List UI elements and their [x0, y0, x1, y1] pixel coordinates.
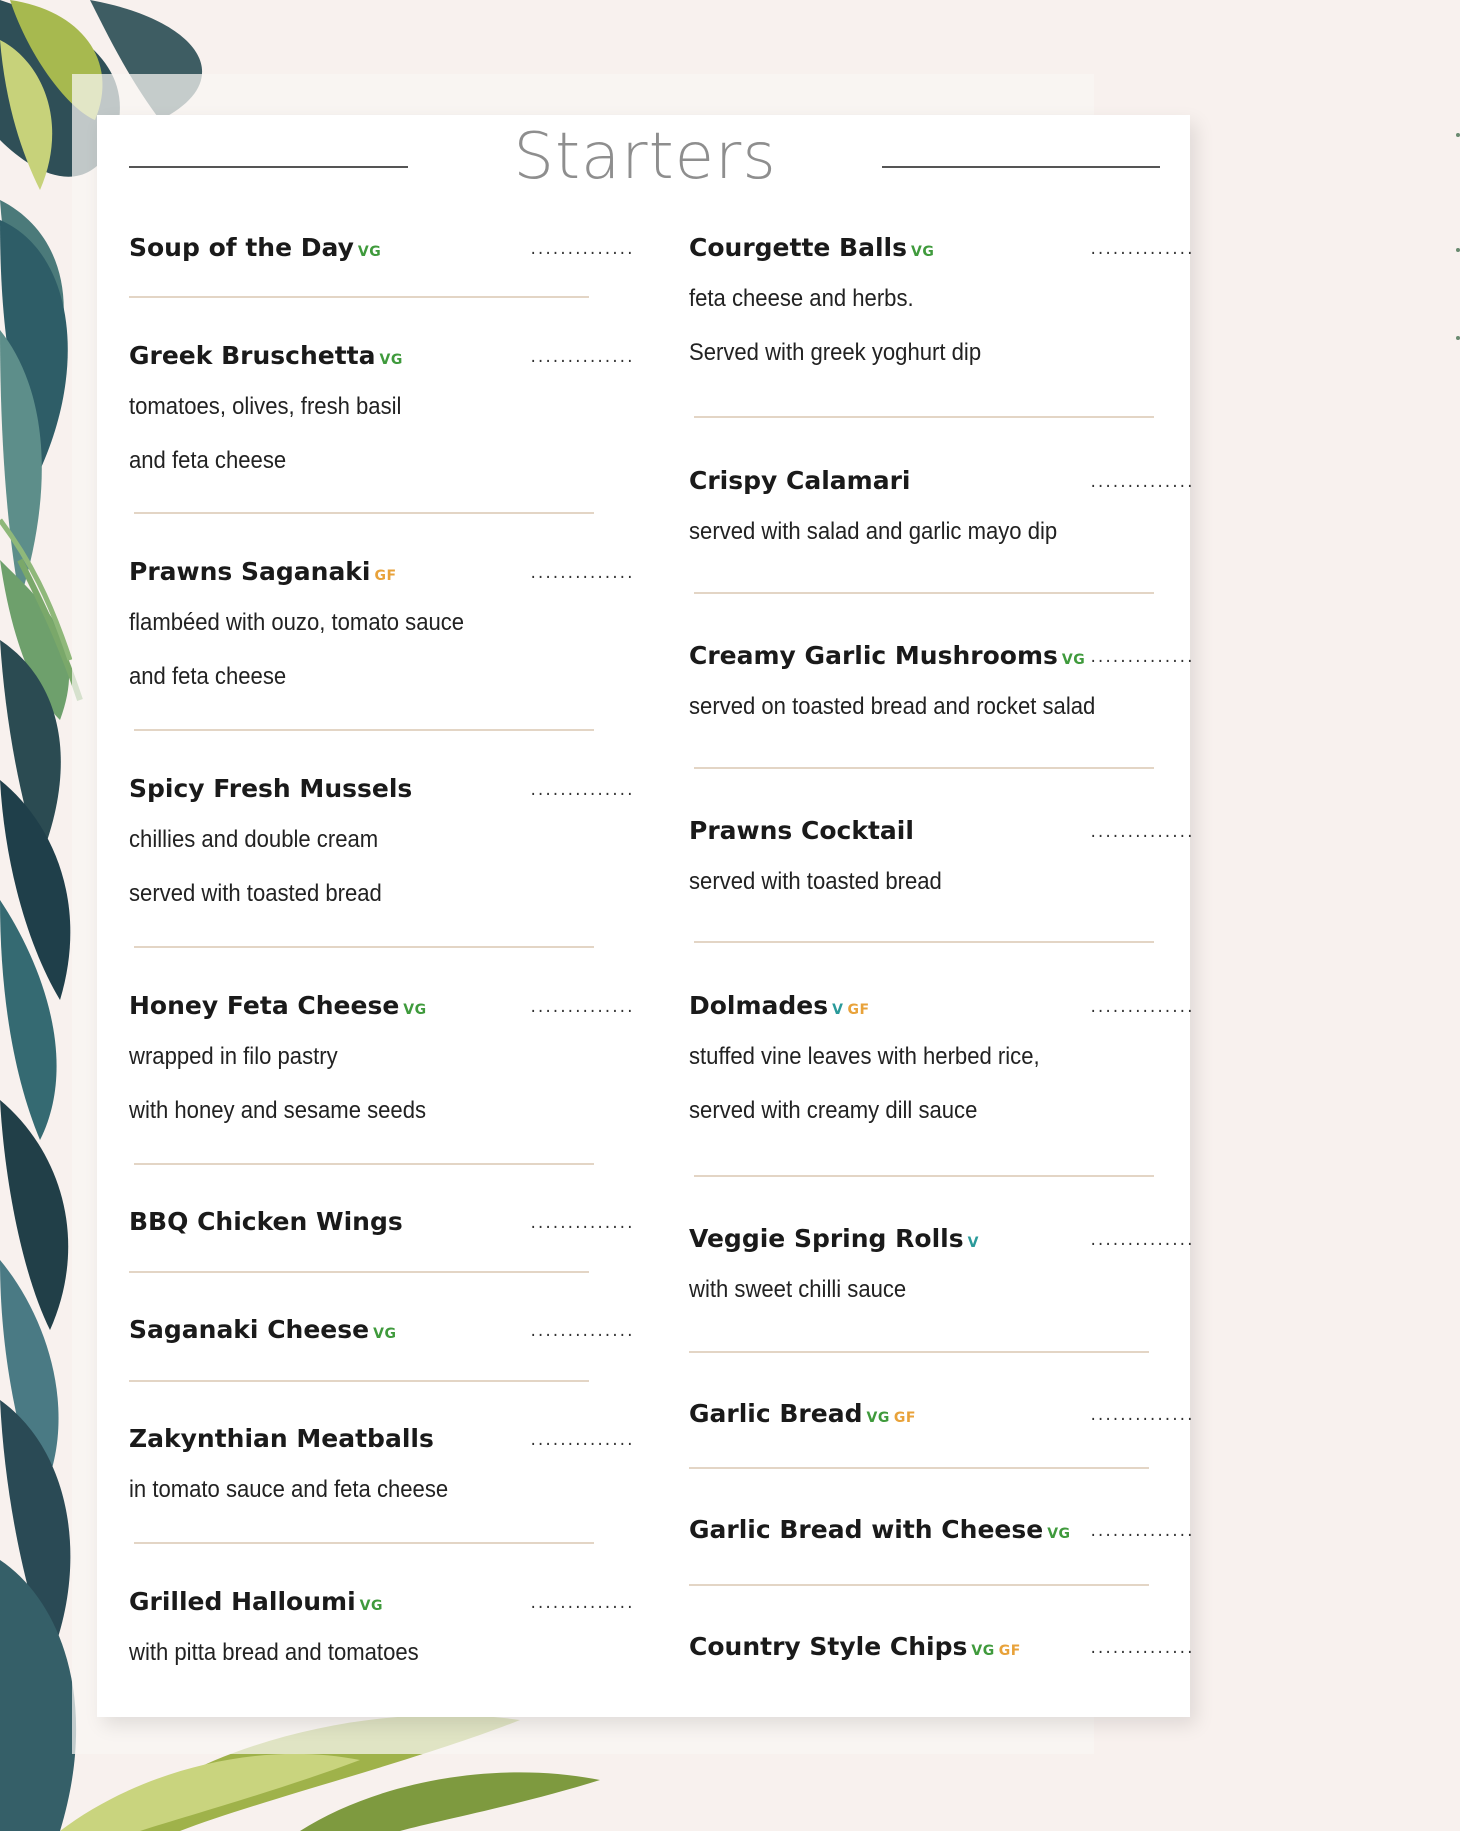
- item-divider: [689, 1467, 1149, 1469]
- menu-item-description: wrapped in filo pastry: [129, 1043, 338, 1070]
- price-dots: ..............: [529, 1596, 634, 1612]
- page-title: Starters: [513, 120, 777, 194]
- menu-item: [689, 1514, 1194, 1554]
- item-divider: [694, 767, 1154, 769]
- menu-item-name: [689, 1223, 979, 1259]
- menu-item: [129, 232, 634, 272]
- menu-item-description: in tomato sauce and feta cheese: [129, 1476, 449, 1503]
- item-divider: [129, 1380, 589, 1382]
- item-divider: [694, 416, 1154, 418]
- menu-item-name: [689, 1514, 1071, 1550]
- price-dots: ..............: [1089, 1000, 1194, 1016]
- diet-tag: VG: [1061, 652, 1086, 668]
- menu-item-description: feta cheese and herbs.: [689, 285, 914, 312]
- menu-item-name-text: BBQ Chicken Wings: [129, 1207, 403, 1236]
- menu-item-name-text: Honey Feta Cheese: [129, 991, 400, 1020]
- menu-item: [689, 465, 1194, 559]
- menu-item-header: [129, 990, 634, 1030]
- menu-item: [129, 556, 634, 704]
- menu-item-name: [129, 1314, 396, 1350]
- item-divider: [689, 1584, 1149, 1586]
- item-divider: [134, 512, 594, 514]
- price-dots: ..............: [529, 1324, 634, 1340]
- menu-item-description: Served with greek yoghurt dip: [689, 339, 982, 366]
- menu-item-description: served with toasted bread: [129, 880, 382, 907]
- diet-tag: VG: [357, 244, 382, 260]
- menu-item-name-text: Soup of the Day: [129, 233, 354, 262]
- menu-item-name: [689, 465, 911, 497]
- menu-item-name-text: Garlic Bread: [689, 1399, 863, 1428]
- title-rule-left: [129, 166, 408, 168]
- menu-item-header: [129, 556, 634, 596]
- menu-item-name-text: Grilled Halloumi: [129, 1587, 356, 1616]
- menu-item-header: [689, 640, 1194, 680]
- price-dots: ..............: [1089, 1233, 1194, 1249]
- menu-item-description: with honey and sesame seeds: [129, 1097, 427, 1124]
- menu-item-name-text: Country Style Chips: [689, 1632, 968, 1661]
- menu-item-description: chillies and double cream: [129, 826, 379, 853]
- menu-item: [689, 1631, 1194, 1671]
- diet-tag: GF: [998, 1643, 1021, 1659]
- menu-item-name: [689, 232, 934, 268]
- price-dots: ..............: [1089, 1641, 1194, 1657]
- title-rule-right: [882, 166, 1160, 168]
- price-dots: ..............: [1089, 475, 1194, 491]
- menu-item-header: [129, 773, 634, 813]
- item-divider: [134, 946, 594, 948]
- menu-item-name-text: Creamy Garlic Mushrooms: [689, 641, 1058, 670]
- menu-item: [129, 1423, 634, 1517]
- menu-item-name-text: Zakynthian Meatballs: [129, 1424, 434, 1453]
- menu-item: [129, 340, 634, 488]
- menu-item-name-text: Courgette Balls: [689, 233, 908, 262]
- diet-tag: GF: [893, 1410, 916, 1426]
- diet-tag: VG: [1047, 1526, 1071, 1542]
- item-divider: [694, 1175, 1154, 1177]
- menu-item-name: [129, 232, 381, 268]
- menu-item: [129, 1314, 634, 1354]
- menu-item-name-text: Greek Bruschetta: [129, 341, 376, 370]
- diet-tag: GF: [847, 1002, 870, 1018]
- menu-item-name-text: Garlic Bread with Cheese: [689, 1515, 1044, 1544]
- menu-item-name: [689, 1398, 916, 1434]
- price-dots: ..............: [1089, 1408, 1194, 1424]
- menu-item-name-text: Prawns Cocktail: [689, 816, 914, 845]
- item-divider: [129, 1271, 589, 1273]
- item-divider: [134, 1163, 594, 1165]
- menu-item-header: [129, 232, 634, 272]
- price-dots: ..............: [1089, 1524, 1194, 1540]
- menu-item-description: served on toasted bread and rocket salad: [689, 693, 1096, 720]
- item-divider: [129, 296, 589, 298]
- price-dots: ..............: [1089, 242, 1194, 258]
- menu-item: [689, 1223, 1194, 1317]
- menu-item-header: [689, 1631, 1194, 1671]
- menu-item: [689, 815, 1194, 909]
- menu-item-description: and feta cheese: [129, 447, 287, 474]
- menu-item-header: [689, 465, 1194, 505]
- price-dots: ..............: [1089, 650, 1194, 666]
- menu-item-header: [689, 1223, 1194, 1263]
- menu-item-name-text: Saganaki Cheese: [129, 1315, 370, 1344]
- menu-item-header: [129, 1314, 634, 1354]
- item-divider: [694, 941, 1154, 943]
- menu-item-name: [689, 815, 914, 847]
- menu-item-name: [129, 773, 412, 805]
- menu-item-name: [129, 1586, 383, 1622]
- price-dots: ..............: [529, 1433, 634, 1449]
- diet-tag: V: [967, 1235, 979, 1251]
- price-dots: ..............: [529, 783, 634, 799]
- menu-item: [689, 1398, 1194, 1438]
- menu-item-name: [129, 556, 397, 592]
- menu-item: [129, 1586, 634, 1680]
- menu-item: [129, 773, 634, 921]
- diet-tag: VG: [971, 1643, 995, 1659]
- price-dots: ..............: [1089, 825, 1194, 841]
- menu-item-name-text: Dolmades: [689, 991, 829, 1020]
- menu-item-name: [689, 640, 1085, 676]
- menu-item-description: served with salad and garlic mayo dip: [689, 518, 1058, 545]
- menu-item-name-text: Veggie Spring Rolls: [689, 1224, 964, 1253]
- menu-item-name: [129, 990, 427, 1026]
- price-dots: ..............: [529, 1000, 634, 1016]
- price-dots: ..............: [529, 350, 634, 366]
- menu-item-description: served with toasted bread: [689, 868, 942, 895]
- menu-item-header: [689, 232, 1194, 272]
- diet-tag: VG: [379, 352, 403, 368]
- menu-item-header: [129, 340, 634, 380]
- menu-item-description: stuffed vine leaves with herbed rice,: [689, 1043, 1040, 1070]
- menu-item-name-text: Prawns Saganaki: [129, 557, 371, 586]
- diet-tag: VG: [403, 1002, 427, 1018]
- menu-item-name-text: Crispy Calamari: [689, 466, 911, 495]
- menu-item: [689, 640, 1194, 734]
- menu-item-header: [689, 815, 1194, 855]
- menu-item-description: served with creamy dill sauce: [689, 1097, 978, 1124]
- price-dots: ..............: [529, 1216, 634, 1232]
- menu-item-header: [129, 1423, 634, 1463]
- menu-item-header: [689, 990, 1194, 1030]
- diet-tag: VG: [359, 1598, 383, 1614]
- item-divider: [689, 1351, 1149, 1353]
- menu-item-description: with sweet chilli sauce: [689, 1276, 907, 1303]
- menu-item: [129, 1206, 634, 1246]
- menu-item-description: tomatoes, olives, fresh basil: [129, 393, 402, 420]
- menu-item-name: [689, 1631, 1021, 1667]
- menu-item: [689, 232, 1194, 380]
- menu-item-name-text: Spicy Fresh Mussels: [129, 774, 413, 803]
- menu-item-header: [689, 1514, 1194, 1554]
- price-dots: ..............: [529, 242, 634, 258]
- item-divider: [134, 729, 594, 731]
- item-divider: [694, 592, 1154, 594]
- menu-item-header: [129, 1586, 634, 1626]
- menu-item-description: flambéed with ouzo, tomato sauce: [129, 609, 465, 636]
- price-dots: ..............: [529, 566, 634, 582]
- menu-item-name: [129, 1423, 434, 1455]
- diet-tag: V: [832, 1002, 844, 1018]
- diet-tag: GF: [374, 568, 397, 584]
- menu-item: [129, 990, 634, 1138]
- diet-tag: VG: [373, 1326, 397, 1342]
- menu-item-name: [129, 1206, 403, 1238]
- menu-item-name: [129, 340, 403, 376]
- diet-tag: VG: [866, 1410, 890, 1426]
- menu-item-description: and feta cheese: [129, 663, 287, 690]
- diet-tag: VG: [911, 244, 935, 260]
- menu-item-description: with pitta bread and tomatoes: [129, 1639, 419, 1666]
- menu-item-header: [689, 1398, 1194, 1438]
- menu-item-name: [689, 990, 870, 1026]
- item-divider: [134, 1542, 594, 1544]
- menu-item-header: [129, 1206, 634, 1246]
- menu-item: [689, 990, 1194, 1138]
